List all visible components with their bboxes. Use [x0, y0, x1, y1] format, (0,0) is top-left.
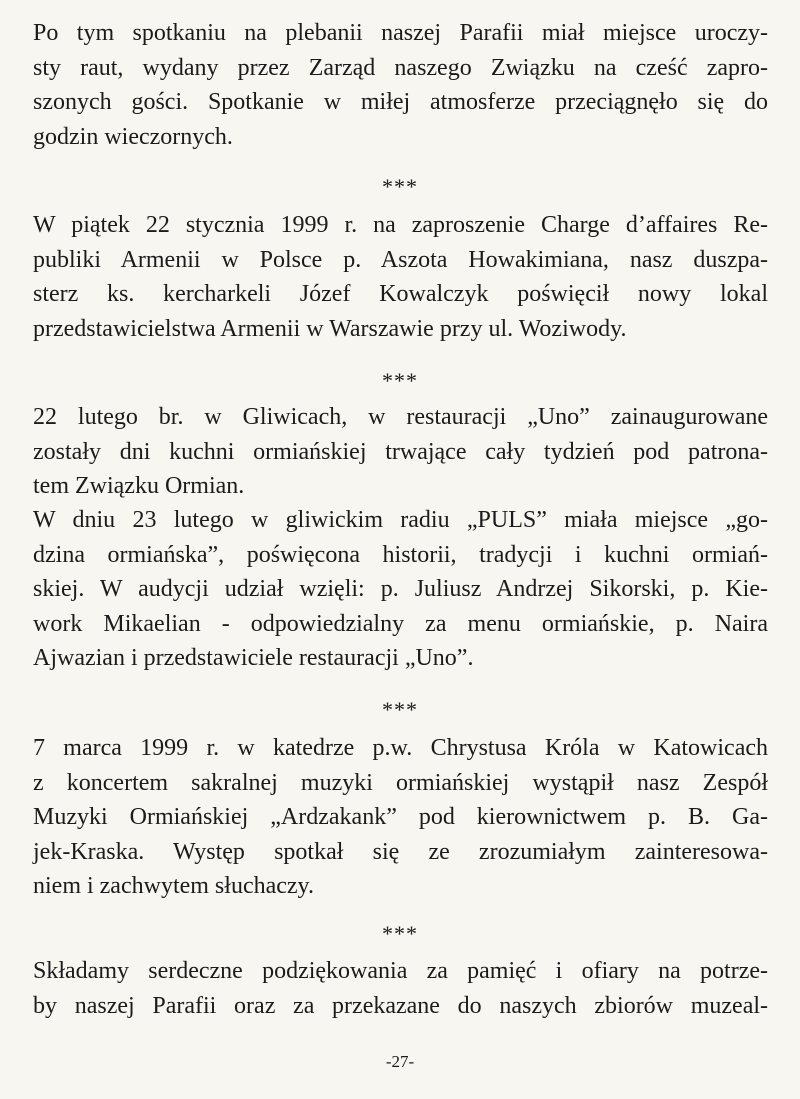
paragraph-reception [33, 16, 768, 154]
text-line: 7 marca 1999 r. w katedrze p.w. Chrystusa Króla w Katowicach [33, 735, 768, 761]
text-line: jek-Kraska. Występ spotkał się ze zrozumiałym zainteresowa- [33, 838, 768, 865]
section-separator: *** [382, 368, 418, 393]
text-line: Ajwazian i przedstawiciele restauracji „Uno”. [33, 645, 474, 671]
text-line: publiki Armenii w Polsce p. Aszota Howakimiana, nasz duszpa- [33, 246, 768, 273]
text-line: tem Związku Ormian. [33, 473, 245, 499]
paragraph-armenia-embassy [33, 208, 768, 346]
paragraph-radio-hour [33, 503, 768, 676]
text-line: Muzyki Ormiańskiej „Ardzakank” pod kierownictwem p. B. Ga- [33, 804, 768, 830]
text-line: Składamy serdeczne podziękowania za pamięć i ofiary na potrze- [33, 958, 768, 984]
text-line: z koncertem sakralnej muzyki ormiańskiej wystąpił nasz Zespół [33, 769, 768, 796]
section-separator: *** [382, 697, 418, 722]
text-line: zostały dni kuchni ormiańskiej trwające cały tydzień pod patrona- [33, 438, 768, 465]
paragraph-concert [33, 731, 768, 904]
page-number: -27- [385, 1052, 415, 1071]
section-separator: *** [382, 921, 418, 946]
text-line: by naszej Parafii oraz za przekazane do naszych zbiorów muzeal- [33, 992, 768, 1019]
text-line: sterz ks. kercharkeli Józef Kowalczyk poświęcił nowy lokal [33, 281, 768, 307]
text-line: dzina ormiańska”, poświęcona historii, tradycji i kuchni ormiań- [33, 541, 768, 568]
text-line: W dniu 23 lutego w gliwickim radiu „PULS” miała miejsce „go- [33, 507, 768, 533]
text-line: skiej. W audycji udział wzięli: p. Juliusz Andrzej Sikorski, p. Kie- [33, 576, 768, 602]
section-separator: *** [382, 174, 418, 199]
paragraph-thanks [33, 954, 768, 1023]
text-line: 22 lutego br. w Gliwicach, w restauracji „Uno” zainaugurowane [33, 404, 768, 430]
text-line: szonych gości. Spotkanie w miłej atmosferze przeciągnęło się do [33, 89, 768, 115]
text-line: Po tym spotkaniu na plebanii naszej Parafii miał miejsce uroczy- [33, 20, 768, 46]
text-line: przedstawicielstwa Armenii w Warszawie przy ul. Woziwody. [33, 315, 627, 342]
text-line: sty raut, wydany przez Zarząd naszego Związku na cześć zapro- [33, 54, 768, 81]
text-line: work Mikaelian - odpowiedzialny za menu ormiańskie, p. Naira [33, 610, 768, 637]
text-line: niem i zachwytem słuchaczy. [33, 873, 314, 899]
text-line: godzin wieczornych. [33, 123, 233, 150]
paragraph-cuisine-days [33, 400, 768, 504]
text-line: W piątek 22 stycznia 1999 r. na zaproszenie Charge d’affaires Re- [33, 212, 768, 238]
